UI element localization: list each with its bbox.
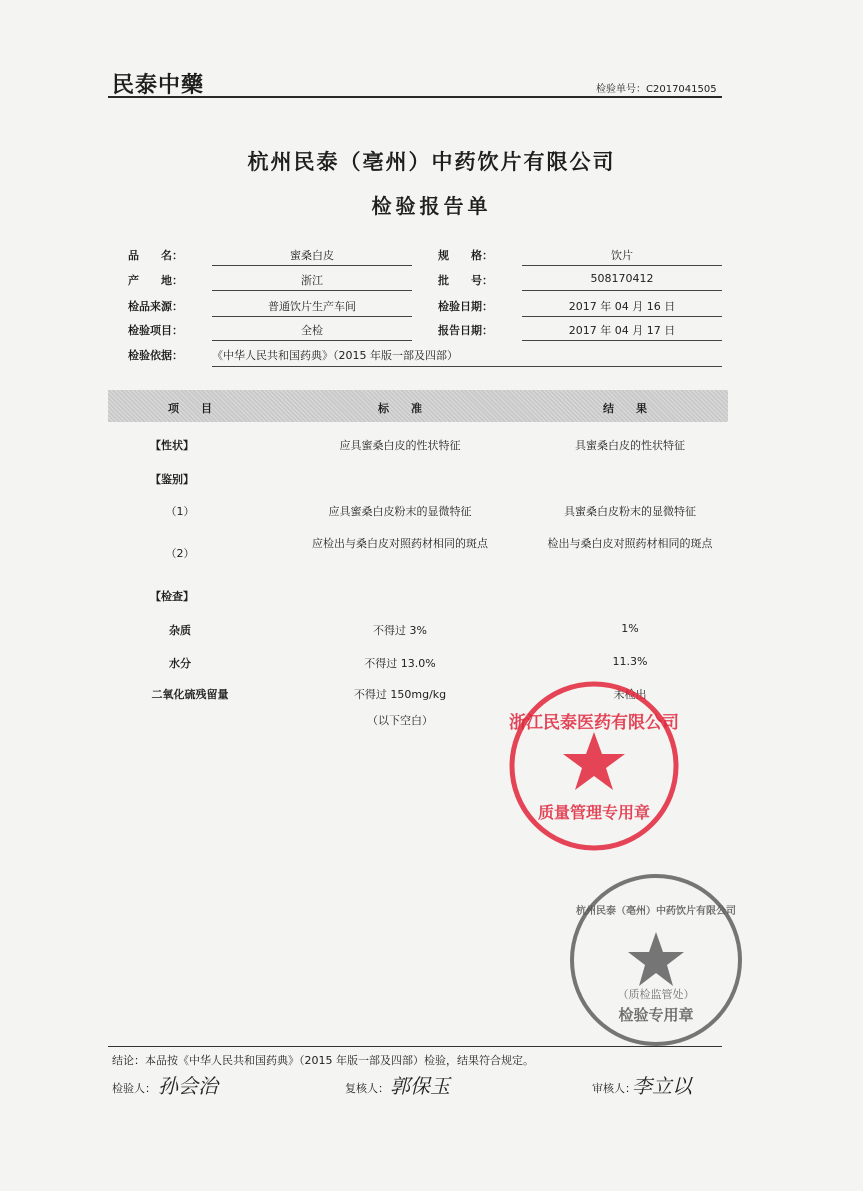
- column-header-standard: 标 准: [378, 402, 422, 415]
- name-value: 蜜桑白皮: [290, 249, 334, 262]
- inspector-label: 检验人：: [112, 1082, 156, 1095]
- quality-seal-graphic: [508, 680, 680, 852]
- source-value: 普通饮片生产车间: [268, 300, 356, 313]
- spec-value: 饮片: [611, 249, 633, 262]
- table-row-item: 杂质: [169, 624, 191, 637]
- table-row-standard: 不得过 3%: [373, 624, 427, 637]
- inspector-signature: 孙会治: [158, 1074, 218, 1098]
- reviewer-label: 复核人：: [345, 1082, 389, 1095]
- reviewer-signature: 郭保玉: [390, 1074, 450, 1098]
- inspection-seal: [566, 870, 746, 1050]
- report-number-value: C2017041505: [646, 84, 717, 95]
- test-date-underline: [522, 316, 722, 317]
- name-label: 品 名：: [128, 249, 183, 262]
- document-title: 检验报告单: [371, 194, 492, 218]
- table-row-result: 未检出: [613, 688, 647, 701]
- basis-value: 《中华人民共和国药典》（2015 年版一部及四部）: [212, 349, 458, 362]
- name-underline: [212, 265, 412, 266]
- conclusion-text: 结论：本品按《中华人民共和国药典》（2015 年版一部及四部）检验，结果符合规定。: [112, 1054, 534, 1067]
- table-row-result: 11.3%: [612, 655, 648, 668]
- inspection-seal-top-text: 杭州民泰（亳州）中药饮片有限公司: [576, 906, 736, 917]
- table-row-item: 水分: [169, 657, 191, 670]
- table-row-item: 【性状】: [150, 439, 194, 452]
- table-row-item: （1）: [165, 505, 195, 518]
- table-row-item: （2）: [165, 547, 195, 560]
- quality-management-seal: [508, 680, 680, 852]
- table-row-item: 二氧化硫残留量: [151, 688, 229, 701]
- company-logo: 民泰中藥: [112, 72, 205, 98]
- source-label: 检品来源：: [128, 300, 183, 313]
- basis-label: 检验依据：: [128, 349, 183, 362]
- header-rule: [108, 96, 722, 98]
- spec-underline: [522, 265, 722, 266]
- test-date-label: 检验日期：: [438, 300, 493, 313]
- report-date-underline: [522, 340, 722, 341]
- item-label: 检验项目：: [128, 324, 183, 337]
- table-end-note: （以下空白）: [367, 714, 433, 727]
- batch-label: 批 号：: [438, 274, 493, 287]
- table-row-result: 检出与桑白皮对照药材相同的斑点: [547, 537, 713, 550]
- inspection-seal-graphic: [566, 870, 746, 1050]
- basis-underline: [212, 366, 722, 367]
- table-row-standard: 应具蜜桑白皮的性状特征: [339, 439, 461, 452]
- approver-signature: 李立以: [632, 1074, 692, 1098]
- table-row-standard: 不得过 13.0%: [364, 657, 436, 670]
- table-row-standard: 应具蜜桑白皮粉末的显微特征: [328, 505, 472, 518]
- table-row-result: 具蜜桑白皮的性状特征: [575, 439, 685, 452]
- origin-label: 产 地：: [128, 274, 183, 287]
- column-header-item: 项 目: [168, 402, 212, 415]
- origin-value: 浙江: [301, 274, 323, 287]
- report-date-value: 2017 年 04 月 17 日: [568, 324, 676, 337]
- report-date-label: 报告日期：: [438, 324, 493, 337]
- table-row-standard: 不得过 150mg/kg: [353, 688, 447, 701]
- inspection-seal-mid-text: （质检监管处）: [617, 988, 695, 1001]
- quality-seal-bottom-text: 质量管理专用章: [537, 803, 651, 822]
- table-row-standard: 应检出与桑白皮对照药材相同的斑点: [312, 537, 488, 550]
- footer-rule: [108, 1046, 722, 1047]
- report-number-label: 检验单号：: [596, 84, 646, 95]
- report-number: [596, 80, 717, 95]
- spec-label: 规 格：: [438, 249, 493, 262]
- table-row-result: 1%: [621, 622, 639, 635]
- batch-value: 508170412: [590, 272, 654, 285]
- batch-underline: [522, 290, 722, 291]
- approver-label: 审核人：: [592, 1082, 636, 1095]
- quality-seal-top-text: 浙江民泰医药有限公司: [509, 713, 679, 733]
- column-header-result: 结 果: [603, 402, 647, 415]
- test-date-value: 2017 年 04 月 16 日: [568, 300, 676, 313]
- item-value: 全检: [301, 324, 323, 337]
- table-row-item: 【检查】: [150, 590, 194, 603]
- company-name: 杭州民泰（亳州）中药饮片有限公司: [247, 149, 616, 174]
- item-underline: [212, 340, 412, 341]
- table-row-result: 具蜜桑白皮粉末的显微特征: [564, 505, 696, 518]
- table-row-item: 【鉴别】: [150, 473, 194, 486]
- origin-underline: [212, 290, 412, 291]
- inspection-seal-bottom-text: 检验专用章: [618, 1006, 694, 1024]
- source-underline: [212, 316, 412, 317]
